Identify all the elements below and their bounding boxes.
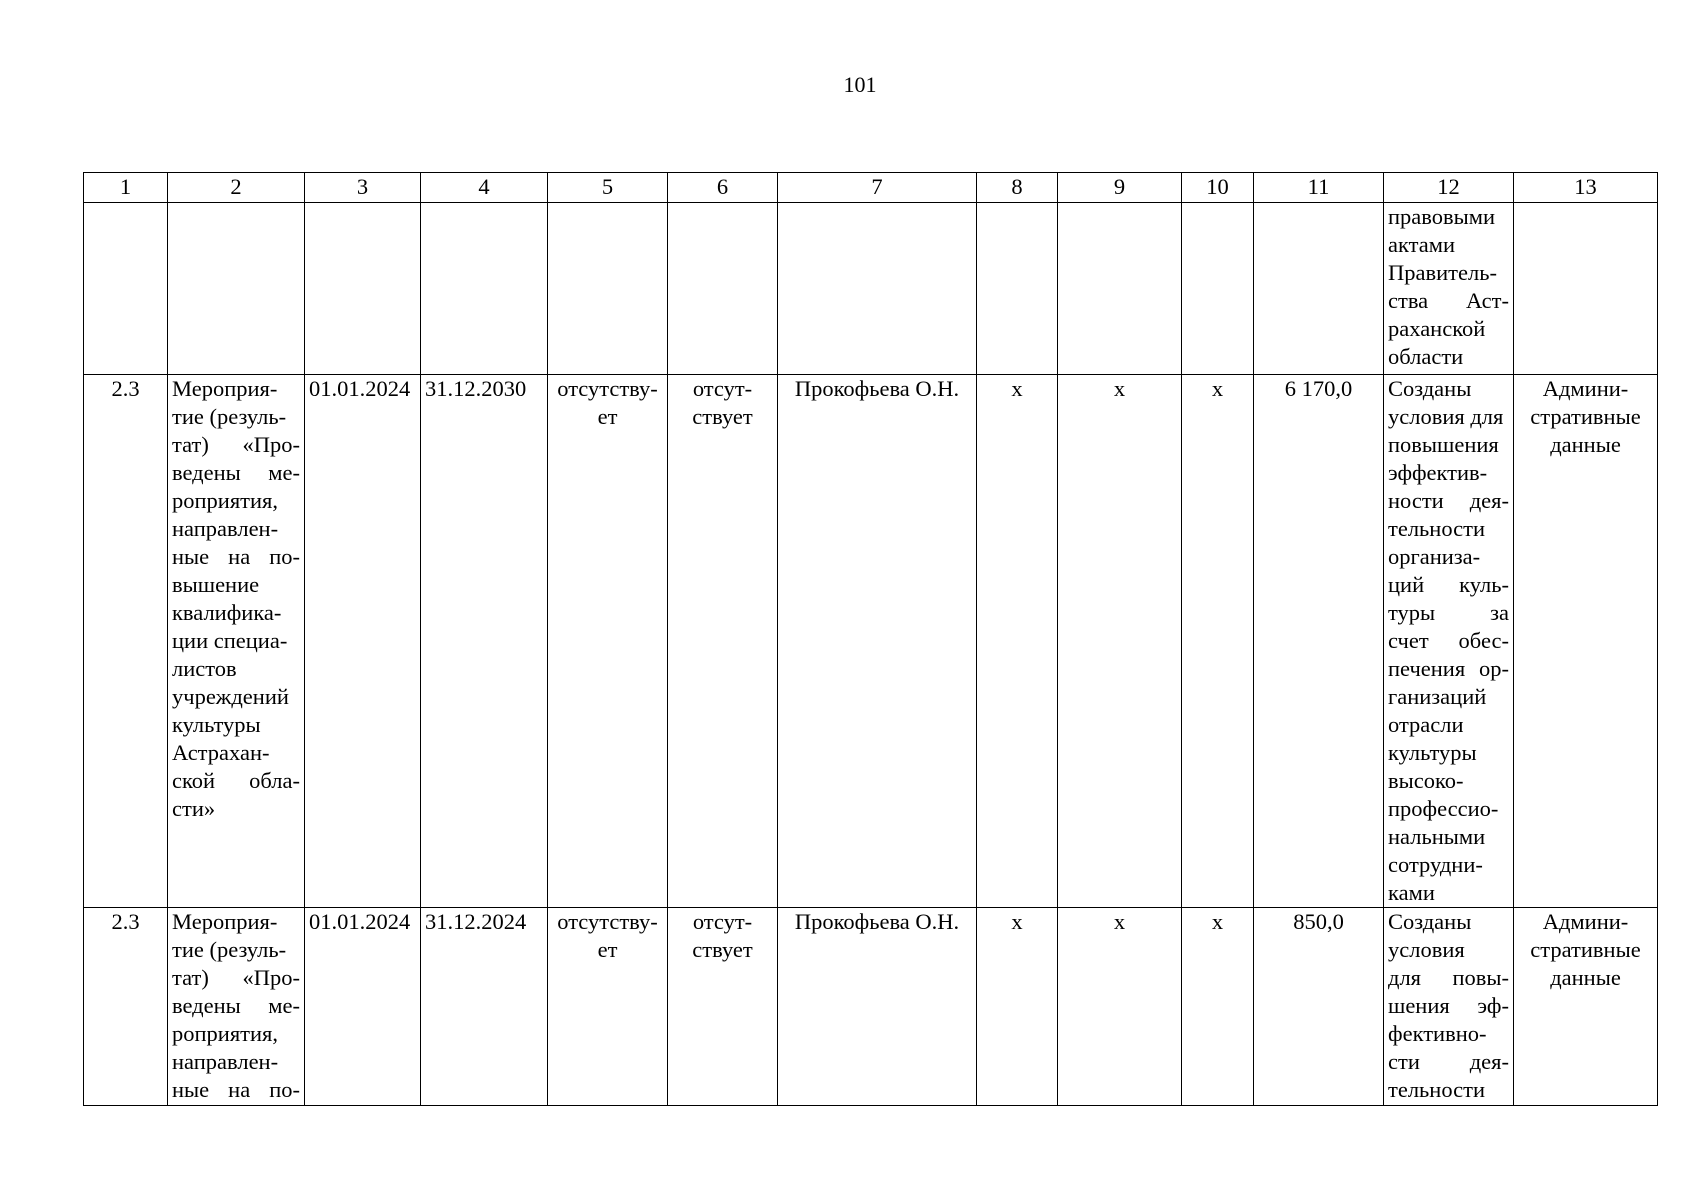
text-line: Созданы: [1388, 909, 1472, 934]
column-header: 13: [1514, 173, 1658, 203]
start-date: 01.01.2024: [305, 908, 421, 1106]
end-date: 31.12.2024: [421, 908, 548, 1106]
column-header: 5: [548, 173, 668, 203]
column-header: 12: [1384, 173, 1514, 203]
col6-cell: [668, 908, 778, 1106]
empty-cell: [1182, 203, 1254, 375]
text-line: правовыми: [1388, 204, 1496, 229]
text-line: нальными: [1388, 824, 1486, 849]
responsible-person: Прокофьева О.Н.: [778, 375, 977, 908]
text-line: ства Аст-: [1388, 288, 1509, 313]
text-line: сти»: [172, 796, 216, 821]
text-line: сотрудни-: [1388, 852, 1483, 877]
responsible-person: Прокофьева О.Н.: [778, 908, 977, 1106]
text-line: шения эф-: [1388, 993, 1509, 1018]
text-line: тельности: [1388, 516, 1486, 541]
text-line: ганизаций: [1388, 684, 1487, 709]
text-line: культуры: [172, 712, 261, 737]
text-line: ные на по-: [172, 1077, 300, 1102]
text-line: условия: [1388, 937, 1465, 962]
result-cell: [1384, 203, 1514, 375]
text-line: тие (резуль-: [172, 404, 287, 429]
column-header: 7: [778, 173, 977, 203]
text-line: тат) «Про-: [172, 432, 300, 457]
empty-cell: [778, 203, 977, 375]
column-header: 9: [1058, 173, 1182, 203]
text-line: тельности: [1388, 1077, 1486, 1102]
column-header: 3: [305, 173, 421, 203]
empty-cell: [421, 203, 548, 375]
result-cell: [1384, 375, 1514, 908]
text-line: ведены ме-: [172, 460, 300, 485]
col8-cell: х: [977, 908, 1058, 1106]
table-row: [84, 908, 1658, 1106]
column-header: 6: [668, 173, 778, 203]
text-line: Админи-: [1542, 376, 1629, 401]
program-table: [83, 172, 1658, 1106]
end-date: 31.12.2030: [421, 375, 548, 908]
text-line: вышение: [172, 572, 260, 597]
col5-cell: [548, 375, 668, 908]
text-line: организа-: [1388, 544, 1481, 569]
text-line: условия для: [1388, 404, 1504, 429]
text-line: профессио-: [1388, 796, 1499, 821]
text-line: стративные: [1530, 404, 1641, 429]
text-line: ции специа-: [172, 628, 288, 653]
column-header: 11: [1254, 173, 1384, 203]
text-line: печения ор-: [1388, 656, 1509, 681]
text-line: актами: [1388, 232, 1455, 257]
data-source-cell: [1514, 908, 1658, 1106]
table-row: [84, 375, 1658, 908]
text-line: ет: [597, 937, 618, 962]
col8-cell: х: [977, 375, 1058, 908]
text-line: Мероприя-: [172, 376, 278, 401]
text-line: отрасли: [1388, 712, 1464, 737]
empty-cell: [668, 203, 778, 375]
text-line: роприятия,: [172, 488, 279, 513]
start-date: 01.01.2024: [305, 375, 421, 908]
empty-cell: [548, 203, 668, 375]
col6-cell: [668, 375, 778, 908]
text-line: туры за: [1388, 600, 1509, 625]
col10-cell: х: [1182, 908, 1254, 1106]
col10-cell: х: [1182, 375, 1254, 908]
text-line: отсутству-: [557, 376, 658, 401]
text-line: ствует: [692, 937, 753, 962]
text-line: данные: [1550, 965, 1621, 990]
text-line: тат) «Про-: [172, 965, 300, 990]
empty-cell: [84, 203, 168, 375]
item-number: 2.3: [84, 375, 168, 908]
amount-cell: 6 170,0: [1254, 375, 1384, 908]
text-line: повышения: [1388, 432, 1499, 457]
text-line: данные: [1550, 432, 1621, 457]
text-line: Мероприя-: [172, 909, 278, 934]
col9-cell: х: [1058, 908, 1182, 1106]
empty-cell: [1058, 203, 1182, 375]
text-line: ности дея-: [1388, 488, 1509, 513]
col5-cell: [548, 908, 668, 1106]
result-cell: [1384, 908, 1514, 1106]
text-line: области: [1388, 344, 1464, 369]
text-line: фективно-: [1388, 1021, 1487, 1046]
empty-cell: [1254, 203, 1384, 375]
text-line: отсутству-: [557, 909, 658, 934]
text-line: эффектив-: [1388, 460, 1488, 485]
item-number: 2.3: [84, 908, 168, 1106]
text-line: ведены ме-: [172, 993, 300, 1018]
text-line: ций куль-: [1388, 572, 1509, 597]
text-line: Астрахан-: [172, 740, 270, 765]
page-number: 101: [843, 72, 877, 97]
text-line: высоко-: [1388, 768, 1464, 793]
text-line: культуры: [1388, 740, 1477, 765]
text-line: направлен-: [172, 1049, 279, 1074]
text-line: отсут-: [692, 376, 753, 401]
text-line: квалифика-: [172, 600, 282, 625]
text-line: Правитель-: [1388, 260, 1497, 285]
amount-cell: 850,0: [1254, 908, 1384, 1106]
text-line: сти дея-: [1388, 1049, 1509, 1074]
text-line: ками: [1388, 880, 1435, 905]
text-line: ской обла-: [172, 768, 300, 793]
text-line: отсут-: [692, 909, 753, 934]
column-header: 2: [168, 173, 305, 203]
column-header: 1: [84, 173, 168, 203]
column-header: 8: [977, 173, 1058, 203]
column-number-row: [84, 173, 1658, 203]
text-line: для повы-: [1388, 965, 1509, 990]
text-line: направлен-: [172, 516, 279, 541]
text-line: Админи-: [1542, 909, 1629, 934]
col9-cell: х: [1058, 375, 1182, 908]
text-line: стративные: [1530, 937, 1641, 962]
text-line: ные на по-: [172, 544, 300, 569]
column-header: 4: [421, 173, 548, 203]
activity-cell: [168, 908, 305, 1106]
activity-cell: [168, 375, 305, 908]
empty-cell: [977, 203, 1058, 375]
empty-cell: [168, 203, 305, 375]
empty-cell: [1514, 203, 1658, 375]
text-line: тие (резуль-: [172, 937, 287, 962]
data-source-cell: [1514, 375, 1658, 908]
text-line: счет обес-: [1388, 628, 1509, 653]
continuation-row: [84, 203, 1658, 375]
text-line: роприятия,: [172, 1021, 279, 1046]
text-line: учреждений: [172, 684, 289, 709]
column-header: 10: [1182, 173, 1254, 203]
text-line: ствует: [692, 404, 753, 429]
text-line: листов: [172, 656, 237, 681]
text-line: Созданы: [1388, 376, 1472, 401]
text-line: ет: [597, 404, 618, 429]
text-line: раханской: [1388, 316, 1486, 341]
empty-cell: [305, 203, 421, 375]
